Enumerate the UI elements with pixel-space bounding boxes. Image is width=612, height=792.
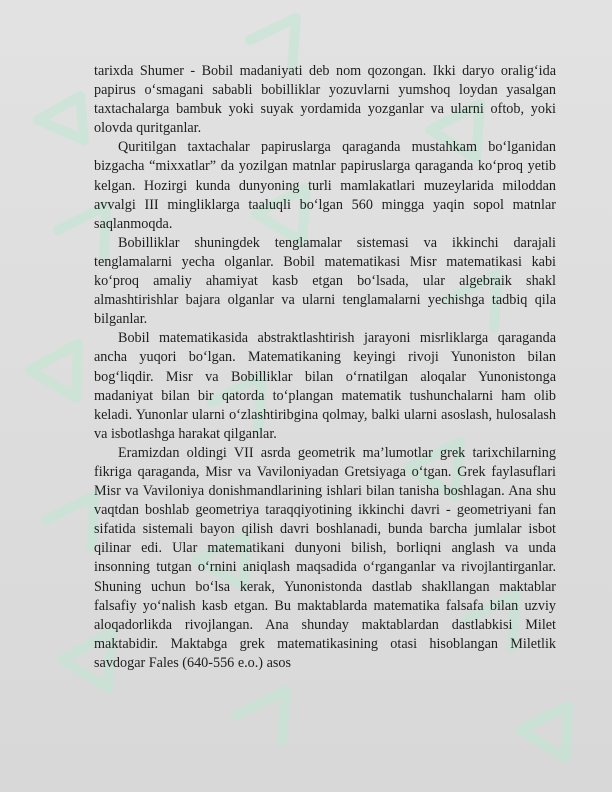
paragraph-4: Bobil matematikasida abstraktlashtirish jarayoni misrliklarga qaraganda ancha yuqori bo‘lgan. Matematikaning keyingi rivoji Yunoniston bilan bog‘liqdir. Misr va Bobilliklar bilan o‘rnatilgan aloqalar Yunonistonga madaniyat bilan bir qatorda to‘plangan matematik tushunchalarni ham olib keladi. Yunonlar ularni o‘zlashtiribgina qolmay, balki ularni asoslash, hulosalash va isbotlashga harakat qilganlar. [94,330,556,442]
paragraph-5: Eramizdan oldingi VII asrda geometrik ma’lumotlar grek tarixchilarning fikriga qaraganda, Misr va Vaviloniyadan Gretsiyaga o‘tgan. Grek faylasuflari Misr va Vaviloniya donishmandlarining ishlari bilan tanisha boshlagan. Ana shu vaqtdan boshlab geometriya taraqqiyotining ikkinchi davri - geometriyani fan sifatida sistemali bayon qilish davri boshlanadi, bunda barcha jumlalar isbot qilinar edi. Ular matematikani dunyoni bilish, borliqni anglash va unda insonning tutgan o‘rnini aniqlash maqsadida o‘rganganlar va rivojlantirganlar. Shuning uchun bo‘lsa kerak, Yunonistonda dastlab shakllangan maktablar falsafiy yo‘nalish kasb etgan. Bu maktablarda matematika falsafa bilan uzviy aloqadorlikda rivojlangan. Ana shunday maktablardan dastlabkisi Milet maktabidir. Maktabga grek matematikasining otasi hisoblangan Miletlik savdogar Fales (640-556 e.o.) asos [94,444,556,671]
document-body [94,62,556,673]
paragraph-1: tarixda Shumer - Bobil madaniyati deb nom qozongan. Ikki daryo oralig‘ida papirus o‘smagani sababli bobilliklar yozuvlarni yumshoq loydan yasalgan taxtachalarga bambuk yoki suyak yordamida yozganlar va ularni oftob, yoki olovda quritganlar. [94,63,556,137]
paragraph-3: Bobilliklar shuningdek tenglamalar sistemasi va ikkinchi darajali tenglamalarni yecha olganlar. Bobil matematikasi Misr matematikasi kabi ko‘proq amaliy ahamiyat kasb etgan bo‘lsada, ular algebraik shakl almashtirishlar bajara olganlar va ularni tenglamalarni yechishga tadbiq qila bilganlar. [94,234,556,328]
paragraph-2: Quritilgan taxtachalar papiruslarga qaraganda mustahkam bo‘lganidan bizgacha “mixxatlar” da yozilgan matnlar papiruslarga qaraganda ko‘proq yetib kelgan. Hozirgi kunda dunyoning turli mamlakatlari muzeylarida miloddan avvalgi III mingliklarga taaluqli bo‘lgan 560 mingga yaqin sopol matnlar saqlanmoqda. [94,139,556,232]
